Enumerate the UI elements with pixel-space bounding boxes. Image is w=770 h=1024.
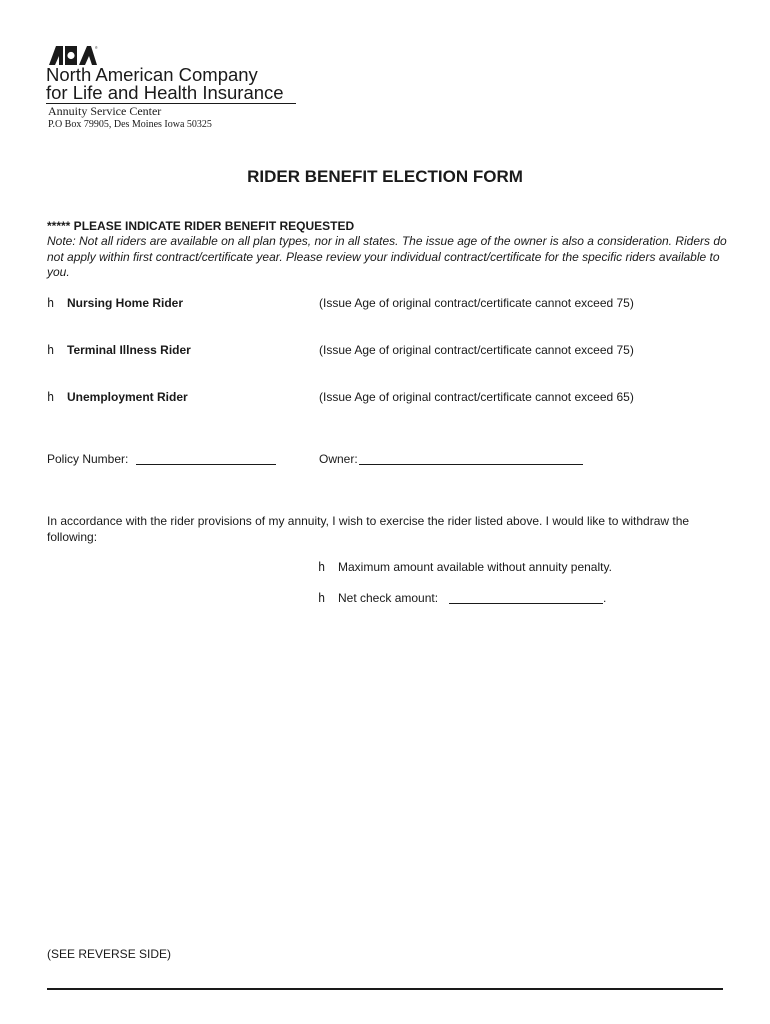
- checkbox-icon[interactable]: h: [47, 390, 55, 404]
- rider-issue-age-note: (Issue Age of original contract/certificate cannot exceed 75): [319, 343, 634, 357]
- company-name-line1: North American Company: [46, 64, 258, 85]
- request-heading: ***** PLEASE INDICATE RIDER BENEFIT REQUESTED: [47, 219, 355, 233]
- form-title: RIDER BENEFIT ELECTION FORM: [247, 167, 523, 186]
- rider-option-terminal-illness[interactable]: [47, 343, 737, 359]
- option-label: Maximum amount available without annuity penalty.: [338, 560, 612, 574]
- checkbox-icon[interactable]: h: [318, 591, 326, 605]
- rider-option-nursing-home[interactable]: [47, 296, 737, 312]
- rider-issue-age-note: (Issue Age of original contract/certificate cannot exceed 65): [319, 390, 634, 404]
- rider-issue-age-note: (Issue Age of original contract/certificate cannot exceed 75): [319, 296, 634, 310]
- option-label: Net check amount:: [338, 591, 439, 605]
- policy-number-label: Policy Number:: [47, 452, 129, 466]
- nacolah-logo-icon: [47, 44, 99, 66]
- see-reverse-side-note: (SEE REVERSE SIDE): [47, 947, 172, 961]
- rider-label: Terminal Illness Rider: [67, 343, 191, 357]
- bottom-divider: [47, 988, 723, 990]
- checkbox-icon[interactable]: h: [47, 343, 55, 357]
- rider-label: Nursing Home Rider: [67, 296, 184, 310]
- net-check-period: .: [603, 591, 607, 605]
- company-name-line2: for Life and Health Insurance: [46, 82, 284, 103]
- net-check-amount-field[interactable]: [449, 603, 603, 604]
- owner-field[interactable]: [359, 464, 583, 465]
- mailing-address: P.O Box 79905, Des Moines Iowa 50325: [48, 119, 212, 130]
- rider-label: Unemployment Rider: [67, 390, 188, 404]
- eligibility-note: Note: Not all riders are available on all plan types, nor in all states. The issue age of the owner is also a consideration. Riders do not apply within first contract/certificate year. Please review your individual contract/certificate for the specific riders available to you.: [47, 234, 727, 279]
- withdraw-paragraph: In accordance with the rider provisions of my annuity, I wish to exercise the rider listed above. I would like to withdraw the following:: [47, 514, 690, 544]
- owner-label: Owner:: [319, 452, 358, 466]
- policy-number-field[interactable]: [136, 464, 276, 465]
- rider-option-unemployment[interactable]: [47, 390, 737, 406]
- svg-text:®: ®: [95, 46, 98, 50]
- service-center-label: Annuity Service Center: [48, 104, 162, 118]
- checkbox-icon[interactable]: h: [47, 296, 55, 310]
- checkbox-icon[interactable]: h: [318, 560, 326, 574]
